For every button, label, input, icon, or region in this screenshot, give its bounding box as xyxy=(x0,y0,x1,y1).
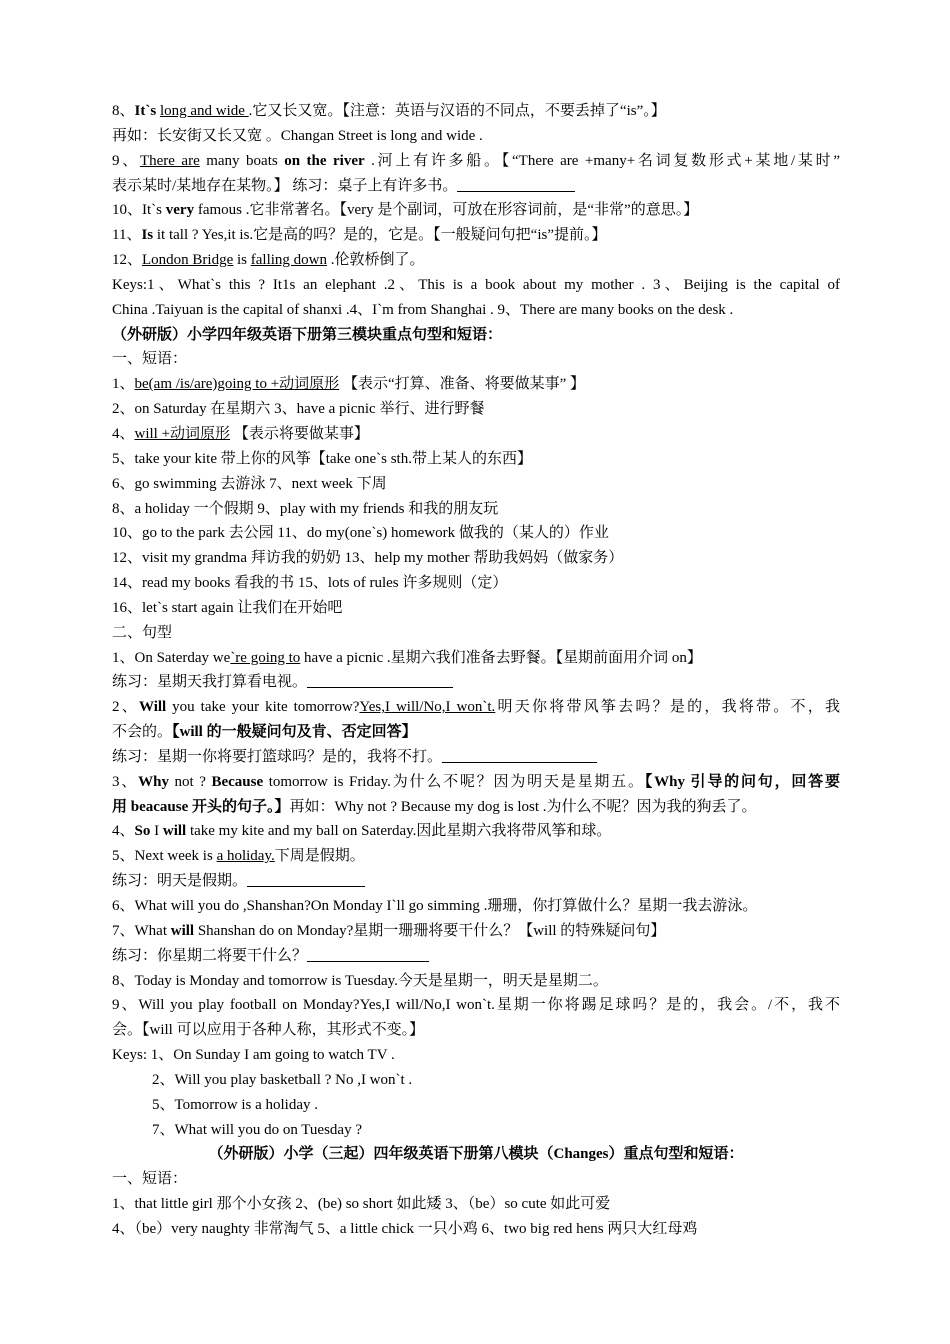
text-span: 5、take your kite 带上你的风筝【take one`s sth.带上某人的东西】 xyxy=(112,450,532,467)
text-line xyxy=(112,1167,840,1192)
bold-text: on the river xyxy=(284,152,365,169)
text-span: tomorrow is Friday.为什么不呢？因为明天是星期五。 xyxy=(263,773,645,790)
underlined-text: long and wide xyxy=(159,103,249,119)
bold-text: （外研版）小学四年级英语下册第三模块重点句型和短语： xyxy=(112,326,503,343)
text-span: 一、短语： xyxy=(112,351,188,368)
text-line xyxy=(112,298,840,323)
text-span: 10、It`s xyxy=(112,202,166,219)
text-span: 5、Tomorrow is a holiday . xyxy=(152,1096,319,1113)
text-span: take my kite and my ball on Saterday.因此星期六我将带风筝和球。 xyxy=(186,823,612,840)
text-line xyxy=(112,1043,840,1068)
text-span: Shanshan do on Monday?星期一珊珊将要干什么？【will 的特殊疑问句】 xyxy=(194,922,666,939)
text-span: 【表示“打算、准备、将要做某事” 】 xyxy=(339,376,586,393)
text-span: 1、On Saterday we xyxy=(112,649,231,666)
underlined-text: There are xyxy=(139,152,200,169)
text-span: famous .它非常著名。【very 是个副词，可放在形容词前，是“非常”的意思。】 xyxy=(194,202,699,219)
text-line xyxy=(112,1093,840,1118)
text-span: I xyxy=(150,823,163,840)
text-line xyxy=(112,447,840,472)
text-span: 11、 xyxy=(112,227,142,244)
text-line xyxy=(112,720,840,745)
text-span: 明天你将带风筝去吗？是的，我将带。不，我 xyxy=(495,699,840,716)
text-span: Keys:1、What`s this ? It1s an elephant .2、This is a book about my mother . 3、Beijing is the capital of xyxy=(112,276,840,293)
text-line xyxy=(112,273,840,298)
text-span: 练习：星期一你将要打篮球吗？是的，我将不打。 xyxy=(112,748,443,765)
text-line xyxy=(112,1118,840,1143)
bold-text: 【will 的一般疑问句及肯、否定回答】 xyxy=(172,724,417,741)
text-line xyxy=(112,819,840,844)
bold-text: will xyxy=(170,922,195,939)
bold-text: Will xyxy=(138,699,167,716)
text-span: 10、go to the park 去公园 11、do my(one`s) homework 做我的（某人的）作业 xyxy=(112,525,609,542)
text-span: 6、go swimming 去游泳 7、next week 下周 xyxy=(112,475,387,492)
text-line xyxy=(112,571,840,596)
text-line xyxy=(112,621,840,646)
bold-text: 用 beacause 开头的句子。】 xyxy=(112,798,290,815)
text-span: 4、（be）very naughty 非常淘气 5、a little chick 一只小鸡 6、two big red hens 两只大红母鸡 xyxy=(112,1220,698,1237)
bold-text: （外研版）小学（三起）四年级英语下册第八模块（Changes）重点句型和短语： xyxy=(208,1146,744,1163)
text-span: you take your kite tomorrow? xyxy=(166,699,360,716)
text-span: 练习：你星期二将要干什么？ xyxy=(112,947,308,964)
text-line xyxy=(112,347,840,372)
bold-text: Why xyxy=(138,773,169,790)
text-line xyxy=(112,993,840,1018)
text-line xyxy=(112,670,840,695)
text-line xyxy=(112,248,840,273)
bold-text: So xyxy=(134,823,151,840)
text-line xyxy=(112,695,840,720)
text-span: 7、What will you do on Tuesday ? xyxy=(152,1121,362,1138)
text-line xyxy=(112,198,840,223)
underlined-text: be(am /is/are)going to +动词原形 xyxy=(134,376,340,393)
text-line xyxy=(112,149,840,174)
text-line xyxy=(112,869,840,894)
text-span: 9、Will you play football on Monday?Yes,I will/No,I won`t.星期一你将踢足球吗？是的，我会。/不，我不 xyxy=(112,997,840,1014)
bold-text: 【Why 引导的问句，回答要 xyxy=(644,773,840,790)
answer-blank xyxy=(442,748,597,763)
text-span: have a picnic .星期六我们准备去野餐。【星期前面用介词 on】 xyxy=(300,649,702,666)
answer-blank xyxy=(307,947,429,962)
text-span: 1、that little girl 那个小女孩 2、(be) so short 如此矮 3、（be）so cute 如此可爱 xyxy=(112,1196,611,1213)
text-span: .河上有许多船。【“There are +many+名词复数形式+某地/某时” xyxy=(364,152,840,169)
text-span: 二、句型 xyxy=(112,624,173,641)
text-line xyxy=(112,1018,840,1043)
text-span: 7、What xyxy=(112,922,171,939)
text-span: is xyxy=(233,252,251,269)
text-line xyxy=(112,596,840,621)
text-line xyxy=(112,844,840,869)
underlined-text: will +动词原形 xyxy=(134,425,231,442)
text-span: 5、Next week is xyxy=(112,848,217,865)
text-span: 会。【will 可以应用于各种人称，其形式不变。】 xyxy=(112,1022,425,1039)
text-line xyxy=(112,770,840,795)
text-line xyxy=(112,969,840,994)
text-span: 12、 xyxy=(112,252,143,269)
text-span: 【表示将要做某事】 xyxy=(230,425,369,442)
text-span: 4、 xyxy=(112,823,135,840)
underlined-text: `re going to xyxy=(230,649,301,666)
text-span: 16、let`s start again 让我们在开始吧 xyxy=(112,599,343,616)
text-span: it tall ? Yes,it is.它是高的吗？是的，它是。【一般疑问句把“is”提前。】 xyxy=(153,227,607,244)
text-span: 2、Will you play basketball ? No ,I won`t . xyxy=(152,1071,413,1088)
underlined-text: Yes,I will/No,I won`t. xyxy=(359,699,496,716)
text-line xyxy=(112,1192,840,1217)
text-span: 8、Today is Monday and tomorrow is Tuesday.今天是星期一，明天是星期二。 xyxy=(112,972,608,989)
text-line xyxy=(112,546,840,571)
document-body xyxy=(112,99,840,1242)
bold-text: very xyxy=(165,202,195,219)
text-span: not ? xyxy=(168,773,212,790)
text-span: 下周是假期。 xyxy=(274,848,365,865)
underlined-text: falling down xyxy=(250,252,328,269)
text-line xyxy=(112,919,840,944)
bold-text: will xyxy=(162,823,187,840)
text-line xyxy=(112,422,840,447)
text-span: 表示某时/某地存在某物。】 练习：桌子上有许多书。 xyxy=(112,177,458,194)
text-span: 练习：星期天我打算看电视。 xyxy=(112,674,308,691)
text-span: 4、 xyxy=(112,425,135,442)
answer-blank xyxy=(307,673,453,688)
answer-blank xyxy=(457,177,575,192)
text-span: 练习：明天是假期。 xyxy=(112,873,248,890)
text-line xyxy=(112,372,840,397)
text-span: .它又长又宽。【注意：英语与汉语的不同点，不要丢掉了“is”。】 xyxy=(248,103,666,119)
text-span: 12、visit my grandma 拜访我的奶奶 13、help my mother 帮助我妈妈（做家务） xyxy=(112,550,624,567)
text-span: 再如：Why not ? Because my dog is lost .为什么不呢？因为我的狗丢了。 xyxy=(289,798,757,815)
text-line xyxy=(112,99,840,124)
text-span: .伦敦桥倒了。 xyxy=(327,252,425,269)
text-span: 再如：长安街又长又宽 。Changan Street is long and wide . xyxy=(112,127,483,144)
text-line xyxy=(112,497,840,522)
text-line xyxy=(112,472,840,497)
text-span: 2、on Saturday 在星期六 3、have a picnic 举行、进行野餐 xyxy=(112,401,485,418)
text-span: 8、 xyxy=(112,103,135,119)
bold-text: Is xyxy=(141,227,154,244)
text-line xyxy=(112,1068,840,1093)
text-span: many boats xyxy=(199,152,285,169)
text-span: 8、a holiday 一个假期 9、play with my friends 和我的朋友玩 xyxy=(112,500,499,517)
text-span: Keys: 1、On Sunday I am going to watch TV . xyxy=(112,1047,395,1064)
underlined-text: London Bridge xyxy=(142,252,234,269)
text-line xyxy=(112,944,840,969)
text-line xyxy=(112,323,840,348)
text-span: 6、What will you do ,Shanshan?On Monday I`ll go simming .珊珊，你打算做什么？星期一我去游泳。 xyxy=(112,898,758,914)
text-line xyxy=(112,646,840,671)
bold-text: Because xyxy=(211,773,264,790)
text-line xyxy=(112,745,840,770)
underlined-text: a holiday. xyxy=(216,848,275,865)
text-span: China .Taiyuan is the capital of shanxi .4、I`m from Shanghai . 9、There are many books on the desk . xyxy=(112,301,734,318)
text-line xyxy=(112,795,840,820)
text-line xyxy=(112,1217,840,1242)
text-span: 一、短语： xyxy=(112,1171,188,1188)
text-line xyxy=(112,223,840,248)
text-line xyxy=(112,124,840,149)
text-span: 9、 xyxy=(112,152,140,169)
answer-blank xyxy=(247,872,365,887)
text-line xyxy=(112,894,840,919)
text-line xyxy=(112,397,840,422)
text-line xyxy=(112,521,840,546)
text-span: 14、read my books 看我的书 15、lots of rules 许多规则（定） xyxy=(112,575,508,592)
text-span: 2、 xyxy=(112,699,139,716)
text-line xyxy=(112,174,840,199)
bold-text: It`s xyxy=(134,103,157,119)
text-span: 不会的。 xyxy=(112,724,173,741)
text-span: 3、 xyxy=(112,773,139,790)
text-span: 1、 xyxy=(112,376,135,393)
text-line xyxy=(112,1142,840,1167)
